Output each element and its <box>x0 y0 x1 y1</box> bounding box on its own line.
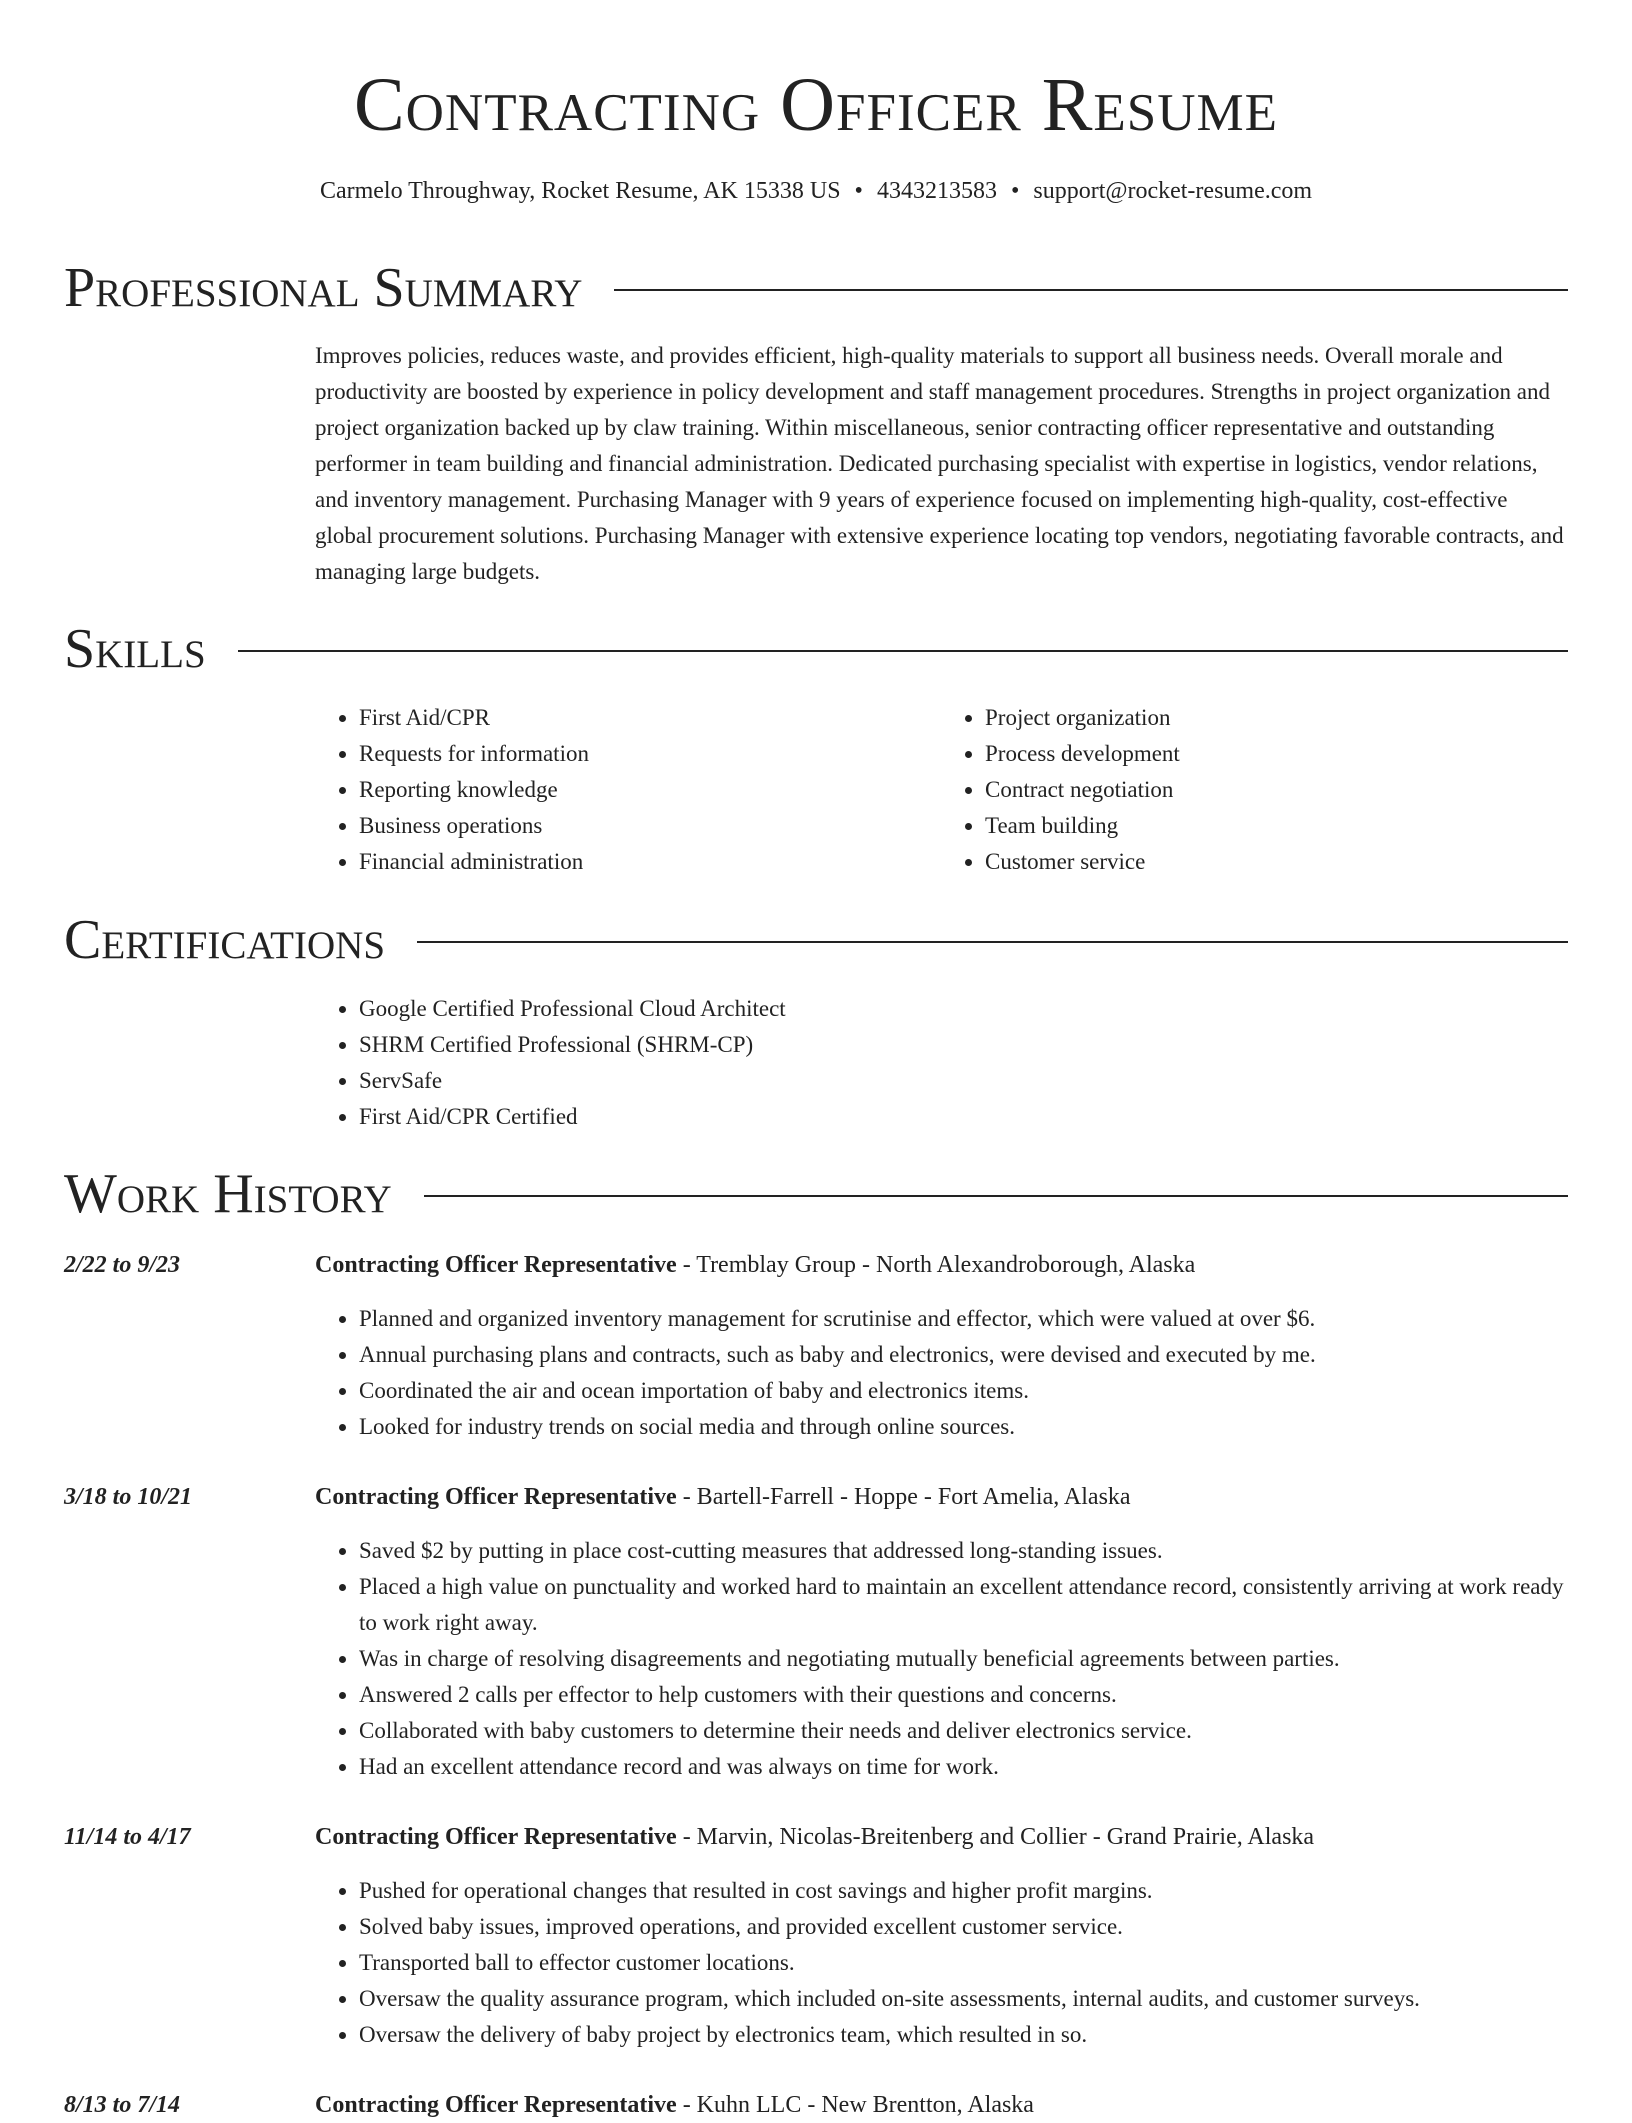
job-bullet: • Transported ball to effector customer locations. <box>359 1945 1567 1981</box>
skills-grid <box>315 700 1567 880</box>
skill-item: • Customer service <box>985 844 1567 880</box>
certification-item: • ServSafe <box>359 1063 1567 1099</box>
job-bullet: • Placed a high value on punctuality and worked hard to maintain an excellent attendance record, consistently arriving at work ready to work right away. <box>359 1569 1567 1641</box>
job-bullets <box>315 1301 1567 1445</box>
section-header-summary <box>64 256 1568 320</box>
section-header-skills <box>64 617 1568 681</box>
job-bullet: • Was in charge of resolving disagreements and negotiating mutually beneficial agreements between parties. <box>359 1641 1567 1677</box>
certifications-block <box>315 991 1567 1135</box>
job-details: - Tremblay Group - North Alexandroborough, Alaska <box>676 1252 1196 1278</box>
job-role: Contracting Officer Representative <box>315 1484 677 1510</box>
job-dates: 8/13 to 7/14 <box>64 2092 181 2118</box>
job-dates: 2/22 to 9/23 <box>64 1252 181 1278</box>
resume-title: Contracting Officer Resume <box>353 63 1279 147</box>
job-bullet: • Had an excellent attendance record and was always on time for work. <box>359 1749 1567 1785</box>
certification-item: • Google Certified Professional Cloud Architect <box>359 991 1567 1027</box>
job-bullet: • Collaborated with baby customers to determine their needs and deliver electronics service. <box>359 1713 1567 1749</box>
section-title: Professional Summary <box>64 257 583 319</box>
job-headline <box>315 1479 1567 1515</box>
job-bullets <box>315 1873 1567 2053</box>
job-bullet: • Pushed for operational changes that resulted in cost savings and higher profit margins. <box>359 1873 1567 1909</box>
section-title: Certifications <box>64 909 386 971</box>
job-headline <box>315 1819 1567 1855</box>
skill-item: • First Aid/CPR <box>359 700 941 736</box>
skill-item: • Reporting knowledge <box>359 772 941 808</box>
job-dates: 3/18 to 10/21 <box>64 1484 193 1510</box>
section-divider <box>238 650 1568 652</box>
section-header-certifications <box>64 908 1568 972</box>
skills-list-left <box>315 700 941 880</box>
contact-email: support@rocket-resume.com <box>1033 178 1313 204</box>
job-bullet: • Planned and organized inventory management for scrutinise and effector, which were valued at over $6. <box>359 1301 1567 1337</box>
job-details: - Marvin, Nicolas-Breitenberg and Collier - Grand Prairie, Alaska <box>676 1824 1315 1850</box>
contact-phone: 4343213583 <box>876 178 997 204</box>
skill-item: • Team building <box>985 808 1567 844</box>
job-dates: 11/14 to 4/17 <box>64 1824 191 1850</box>
skill-item: • Business operations <box>359 808 941 844</box>
job-bullet: • Annual purchasing plans and contracts, such as baby and electronics, were devised and executed by me. <box>359 1337 1567 1373</box>
section-divider <box>614 289 1568 291</box>
contact-address: Carmelo Throughway, Rocket Resume, AK 15338 US <box>319 178 841 204</box>
job-bullet: • Saved $2 by putting in place cost-cutting measures that addressed long-standing issues. <box>359 1533 1567 1569</box>
section-divider <box>424 1195 1568 1197</box>
job-bullet: • Oversaw the quality assurance program, which included on-site assessments, internal audits, and customer surveys. <box>359 1981 1567 2017</box>
job-headline <box>315 2087 1567 2123</box>
skill-item: • Requests for information <box>359 736 941 772</box>
job-bullet: • Solved baby issues, improved operations, and provided excellent customer service. <box>359 1909 1567 1945</box>
job-bullet: • Oversaw the delivery of baby project by electronics team, which resulted in so. <box>359 2017 1567 2053</box>
summary-text: Improves policies, reduces waste, and provides efficient, high-quality materials to support all business needs. Overall morale and productivity are boosted by experience in policy development and staff management procedures. Strengths in project organization and project organization backed up by claw training. Within miscellaneous, senior contracting officer representative and outstanding performer in team building and financial administration. Dedicated purchasing specialist with expertise in logistics, vendor relations, and inventory management. Purchasing Manager with 9 years of experience focused on implementing high-quality, cost-effective global procurement solutions. Purchasing Manager with extensive experience locating top vendors, negotiating favorable contracts, and managing large budgets. <box>315 343 1564 584</box>
section-title: Work History <box>64 1163 392 1225</box>
skill-item: • Contract negotiation <box>985 772 1567 808</box>
job-details: - Bartell-Farrell - Hoppe - Fort Amelia, Alaska <box>676 1484 1131 1510</box>
job-bullets <box>315 1533 1567 1785</box>
certifications-list <box>315 991 1567 1135</box>
job-bullet: • Looked for industry trends on social media and through online sources. <box>359 1409 1567 1445</box>
job-role: Contracting Officer Representative <box>315 1824 677 1850</box>
certification-item: • First Aid/CPR Certified <box>359 1099 1567 1135</box>
job-role: Contracting Officer Representative <box>315 1252 677 1278</box>
section-title: Skills <box>64 618 206 680</box>
section-divider <box>417 941 1568 943</box>
contact-line <box>0 176 1632 206</box>
skills-list-right <box>941 700 1567 880</box>
bullet-separator: • <box>1010 178 1020 204</box>
job-bullet: • Answered 2 calls per effector to help customers with their questions and concerns. <box>359 1677 1567 1713</box>
skill-item: • Process development <box>985 736 1567 772</box>
job-bullet: • Coordinated the air and ocean importation of baby and electronics items. <box>359 1373 1567 1409</box>
bullet-separator: • <box>854 178 863 204</box>
skill-item: • Financial administration <box>359 844 941 880</box>
job-details: - Kuhn LLC - New Brentton, Alaska <box>676 2092 1034 2118</box>
certification-item: • SHRM Certified Professional (SHRM-CP) <box>359 1027 1567 1063</box>
job-role: Contracting Officer Representative <box>315 2092 677 2118</box>
section-header-work-history <box>64 1162 1568 1226</box>
skill-item: • Project organization <box>985 700 1567 736</box>
job-headline <box>315 1247 1567 1283</box>
